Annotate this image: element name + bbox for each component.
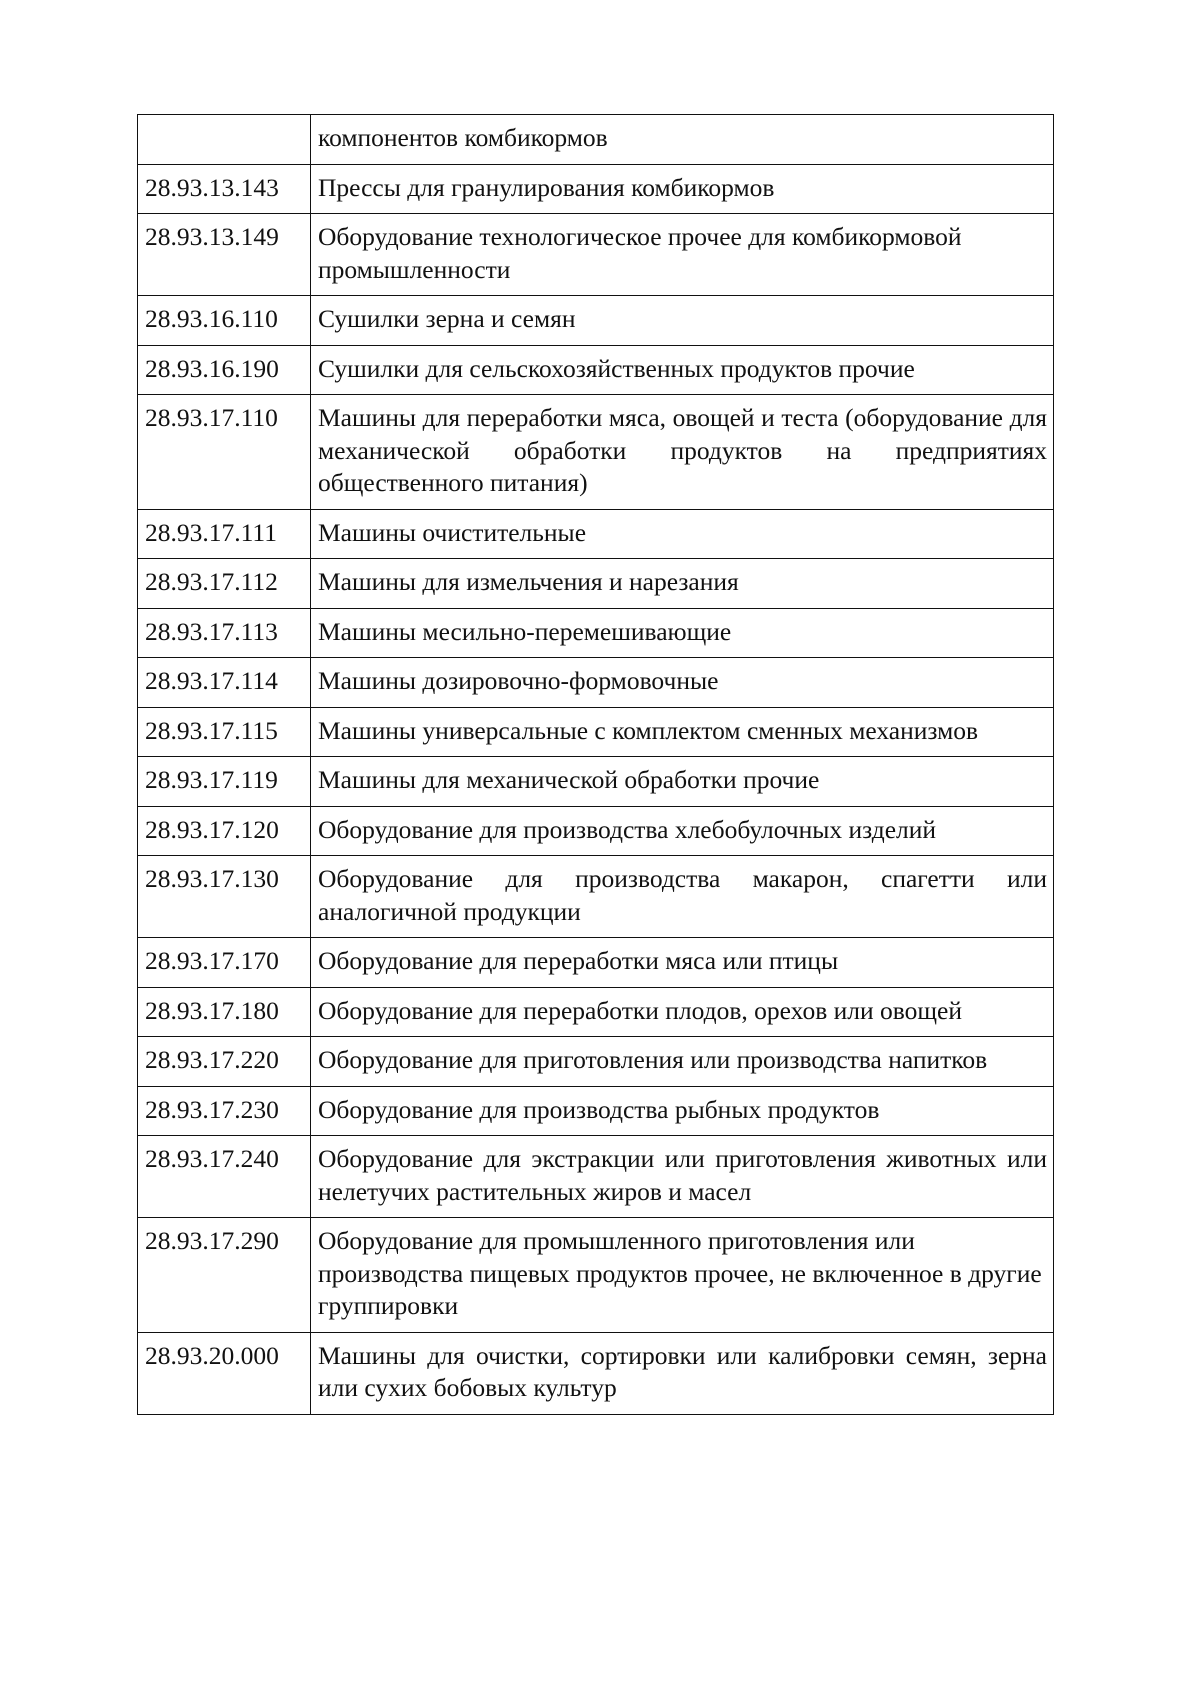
description-cell: Оборудование для производства макарон, спагетти или аналогичной продукции [311,856,1054,938]
code-cell: 28.93.17.115 [138,707,311,757]
code-cell: 28.93.17.120 [138,806,311,856]
description-cell: Машины универсальные с комплектом сменных механизмов [311,707,1054,757]
code-cell: 28.93.17.240 [138,1136,311,1218]
code-cell: 28.93.17.290 [138,1218,311,1333]
classification-table [137,114,1054,1415]
description-cell: Оборудование для переработки мяса или птицы [311,938,1054,988]
table-row [138,296,1054,346]
table-row [138,395,1054,510]
code-cell: 28.93.16.190 [138,345,311,395]
table-row [138,345,1054,395]
table-row [138,559,1054,609]
description-cell: Оборудование для приготовления или производства напитков [311,1037,1054,1087]
description-cell: Оборудование технологическое прочее для комбикормовой промышленности [311,214,1054,296]
code-cell: 28.93.17.111 [138,509,311,559]
code-cell [138,115,311,165]
code-cell: 28.93.17.119 [138,757,311,807]
description-cell: Машины для переработки мяса, овощей и теста (оборудование для механической обработки продуктов на предприятиях общественного питания) [311,395,1054,510]
description-cell: Оборудование для переработки плодов, орехов или овощей [311,987,1054,1037]
code-cell: 28.93.16.110 [138,296,311,346]
description-cell: Машины очистительные [311,509,1054,559]
table-row [138,757,1054,807]
description-cell: Сушилки для сельскохозяйственных продуктов прочие [311,345,1054,395]
description-cell: компонентов комбикормов [311,115,1054,165]
code-cell: 28.93.17.113 [138,608,311,658]
table-row [138,806,1054,856]
table-row [138,115,1054,165]
code-cell: 28.93.13.149 [138,214,311,296]
code-cell: 28.93.17.170 [138,938,311,988]
code-cell: 28.93.20.000 [138,1332,311,1414]
description-cell: Машины для измельчения и нарезания [311,559,1054,609]
description-cell: Прессы для гранулирования комбикормов [311,164,1054,214]
table-row [138,938,1054,988]
description-cell: Оборудование для промышленного приготовления или производства пищевых продуктов прочее, не включенное в другие группировки [311,1218,1054,1333]
code-cell: 28.93.13.143 [138,164,311,214]
table-row [138,707,1054,757]
code-cell: 28.93.17.220 [138,1037,311,1087]
table-row [138,658,1054,708]
description-cell: Оборудование для производства хлебобулочных изделий [311,806,1054,856]
table-row [138,1332,1054,1414]
table-row [138,164,1054,214]
code-cell: 28.93.17.110 [138,395,311,510]
description-cell: Машины дозировочно-формовочные [311,658,1054,708]
description-cell: Машины месильно-перемешивающие [311,608,1054,658]
code-cell: 28.93.17.180 [138,987,311,1037]
table-row [138,856,1054,938]
description-cell: Оборудование для производства рыбных продуктов [311,1086,1054,1136]
table-row [138,509,1054,559]
table-row [138,608,1054,658]
code-cell: 28.93.17.230 [138,1086,311,1136]
description-cell: Сушилки зерна и семян [311,296,1054,346]
table-row [138,1136,1054,1218]
description-cell: Машины для механической обработки прочие [311,757,1054,807]
description-cell: Оборудование для экстракции или приготовления животных или нелетучих растительных жиров и масел [311,1136,1054,1218]
table-row [138,214,1054,296]
description-cell: Машины для очистки, сортировки или калибровки семян, зерна или сухих бобовых культур [311,1332,1054,1414]
table-row [138,1218,1054,1333]
table-row [138,987,1054,1037]
code-cell: 28.93.17.112 [138,559,311,609]
table-row [138,1086,1054,1136]
code-cell: 28.93.17.114 [138,658,311,708]
table-row [138,1037,1054,1087]
code-cell: 28.93.17.130 [138,856,311,938]
